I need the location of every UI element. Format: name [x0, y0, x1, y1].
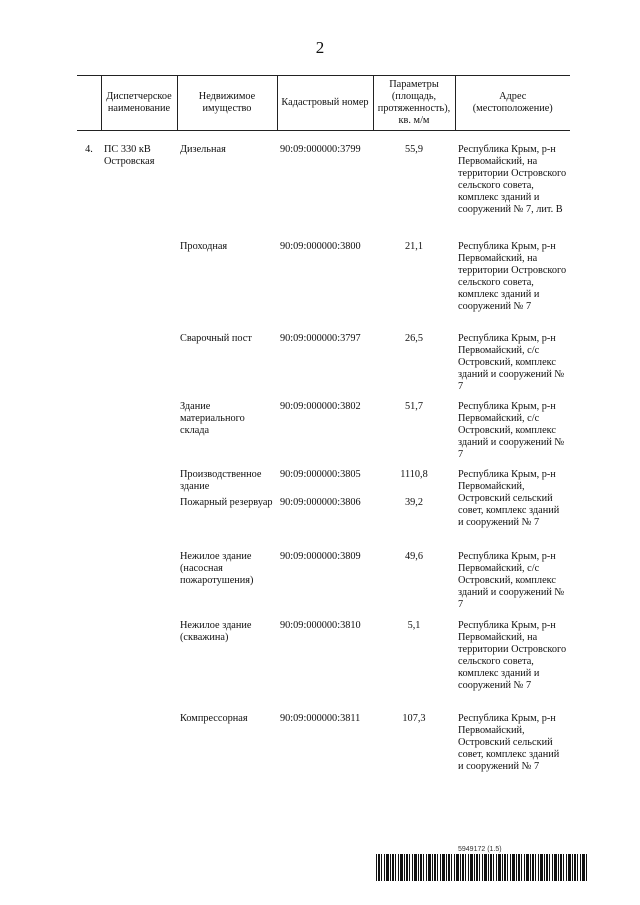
header-property: Недвижимое имущество — [177, 76, 277, 131]
row-property: Проходная — [180, 241, 228, 252]
table-row — [77, 713, 570, 793]
row-cadastral: 90:09:000000:3806 — [280, 497, 361, 508]
header-number — [77, 76, 101, 131]
table-row — [77, 241, 570, 333]
row-param: 5,1 — [407, 620, 421, 631]
row-param: 51,7 — [404, 401, 424, 412]
row-address: Республика Крым, р-н Первомайский, Островский сельский совет, комплекс зданий и сооружений № 7 — [458, 469, 560, 528]
row-group-number: 4. — [85, 144, 93, 155]
row-param: 39,2 — [404, 497, 424, 508]
row-property: Пожарный резервуар — [180, 497, 273, 508]
table-row — [77, 551, 570, 620]
row-property: Дизельная — [180, 144, 226, 155]
row-address: Республика Крым, р-н Первомайский, на территории Островского сельского совета, комплекс зданий и сооружений № 7 — [458, 241, 567, 312]
row-cadastral: 90:09:000000:3802 — [280, 401, 361, 412]
barcode-block — [376, 846, 588, 881]
row-address: Республика Крым, р-н Первомайский, с/с Островский, комплекс зданий и сооружений № 7 — [458, 401, 565, 460]
row-cadastral: 90:09:000000:3800 — [280, 241, 361, 252]
row-cadastral: 90:09:000000:3809 — [280, 551, 361, 562]
table-row — [77, 469, 570, 497]
row-address: Республика Крым, р-н Первомайский, на территории Островского сельского совета, комплекс зданий и сооружений № 7 — [458, 620, 567, 691]
row-group-name: ПС 330 кВ Островская — [104, 144, 155, 167]
table-header-row — [77, 76, 570, 131]
row-address: Республика Крым, р-н Первомайский, с/с Островский, комплекс зданий и сооружений № 7 — [458, 551, 565, 610]
row-cadastral: 90:09:000000:3805 — [280, 469, 361, 480]
header-dispatch-name: Диспетчерское наименование — [101, 76, 177, 131]
row-cadastral: 90:09:000000:3811 — [280, 713, 361, 724]
row-param: 55,9 — [404, 144, 424, 155]
row-property: Компрессорная — [180, 713, 248, 724]
row-property: Здание материального склада — [180, 401, 245, 436]
row-property: Сварочный пост — [180, 333, 252, 344]
row-property: Нежилое здание (насосная пожаротушения) — [180, 551, 254, 586]
row-address: Республика Крым, р-н Первомайский, на территории Островского сельского совета, комплекс зданий и сооружений № 7, лит. В — [458, 144, 567, 215]
registry-table — [77, 75, 570, 793]
row-cadastral: 90:09:000000:3799 — [280, 144, 361, 155]
row-address: Республика Крым, р-н Первомайский, с/с Островский, комплекс зданий и сооружений № 7 — [458, 333, 565, 392]
row-param: 21,1 — [404, 241, 424, 252]
row-address: Республика Крым, р-н Первомайский, Островский сельский совет, комплекс зданий и сооружений № 7 — [458, 713, 560, 772]
header-address: Адрес (местоположение) — [455, 76, 570, 131]
row-property: Производственное здание — [180, 469, 262, 492]
row-param: 26,5 — [404, 333, 424, 344]
header-cadastral: Кадастровый номер — [277, 76, 373, 131]
table-row — [77, 620, 570, 713]
table-row — [77, 333, 570, 401]
header-parameters: Параметры (площадь, протяженность), кв. м/м — [373, 76, 455, 131]
barcode-label: 5949172 (1.5) — [458, 846, 502, 853]
row-cadastral: 90:09:000000:3810 — [280, 620, 361, 631]
row-property: Нежилое здание (скважина) — [180, 620, 252, 643]
table-row — [77, 401, 570, 469]
page-number: 2 — [315, 38, 325, 57]
row-param: 107,3 — [402, 713, 426, 724]
row-param: 49,6 — [404, 551, 424, 562]
row-param: 1110,8 — [400, 469, 428, 480]
barcode — [376, 854, 588, 881]
table-row — [77, 144, 570, 241]
row-cadastral: 90:09:000000:3797 — [280, 333, 361, 344]
